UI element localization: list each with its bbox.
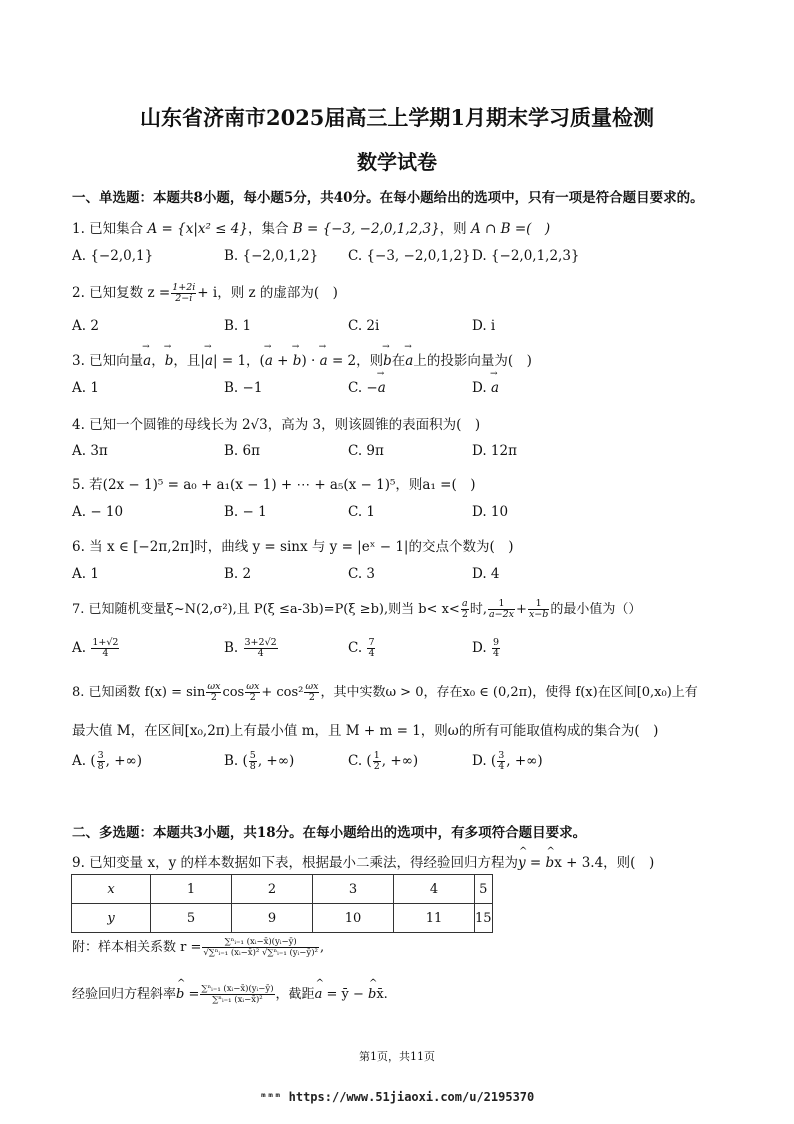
table-cell: 3 bbox=[313, 875, 394, 904]
question-1-stem: 1. 已知集合 A = {x|x² ≤ 4}，集合 B = {−3, −2,0,1,2,3}，则 A ∩ B =( ) bbox=[72, 221, 551, 237]
question-7-option-c: C. $\frac{7}{4}$ bbox=[348, 637, 375, 659]
page-title: 山东省济南市2025届高三上学期1月期末学习质量检测 bbox=[139, 105, 655, 130]
section-heading-single-choice: 一、单选题：本题共8小题，每小题5分，共40分。在每小题给出的选项中，只有一项是符合题目要求的。 bbox=[72, 190, 704, 206]
table-cell: 15 bbox=[475, 904, 493, 933]
question-3-stem: 3. 已知向量→ a，→ b，且|→ a| = 1，(→ a + → b) · → a = 2，则→ b在→ a上的投影向量为( ) bbox=[72, 349, 532, 369]
question-1-option-b: B. {−2,0,1,2} bbox=[224, 248, 319, 264]
question-5-option-d: D. 10 bbox=[472, 504, 509, 520]
question-2-option-c: C. 2i bbox=[348, 318, 380, 334]
table-cell: y bbox=[72, 904, 151, 933]
question-3-option-c: C. −→ a bbox=[348, 380, 386, 396]
question-4-option-b: B. 6π bbox=[224, 443, 260, 459]
question-8-stem: 8. 已知函数 f(x) = sin $\frac{\omega x}{2}$ cos $\frac{\omega x}{2}$ + cos² $\frac{\omega x}{2}$ ，其中实数ω > 0，存在x₀ ∈ (0,2π)，使得 f(x)在区间[0,x₀)上有 bbox=[72, 681, 698, 703]
table-cell: x bbox=[72, 875, 151, 904]
watermark-url: ᵐᵐᵐ https://www.51jiaoxi.com/u/2195370 bbox=[259, 1090, 535, 1104]
question-6-stem: 6. 当 x ∈ [−2π,2π]时，曲线 y = sinx 与 y = |eˣ − 1|的交点个数为( ) bbox=[72, 539, 514, 555]
table-cell: 5 bbox=[475, 875, 493, 904]
table-cell: 2 bbox=[232, 875, 313, 904]
question-6-option-d: D. 4 bbox=[472, 566, 500, 582]
correlation-formula-note: 附：样本相关系数 r = $\frac{\text{∑ⁿᵢ₌₁ (xᵢ−x̄)(yᵢ−ȳ)}}{\text{√∑ⁿᵢ₌₁ (xᵢ−x̄)² √∑ⁿᵢ₌₁ (yᵢ−ȳ)²}}$ , bbox=[72, 937, 325, 958]
question-4-option-d: D. 12π bbox=[472, 443, 517, 459]
question-7-option-d: D. $\frac{9}{4}$ bbox=[472, 637, 499, 659]
question-1-option-a: A. {−2,0,1} bbox=[72, 248, 154, 264]
question-3-option-b: B. −1 bbox=[224, 380, 263, 396]
question-6-option-c: C. 3 bbox=[348, 566, 376, 582]
regression-formula-note: 经验回归方程斜率^ b = $\frac{\text{∑ⁿᵢ₌₁ (xᵢ−x̄)(yᵢ−ȳ)}}{\text{∑ⁿᵢ₌₁ (xᵢ−x̄)²}}$ ，截距^ a = ȳ − ^ bx̄. bbox=[72, 983, 388, 1005]
question-4-option-a: A. 3π bbox=[72, 443, 108, 459]
question-5-option-a: A. − 10 bbox=[72, 504, 124, 520]
question-2-stem: 2. 已知复数 z = $\frac{1+2i}{2-i}$ + i，则 z 的虚部为( ) bbox=[72, 282, 338, 304]
question-5-option-c: C. 1 bbox=[348, 504, 376, 520]
table-row bbox=[72, 875, 493, 904]
question-5-option-b: B. − 1 bbox=[224, 504, 267, 520]
section-heading-multiple-choice: 二、多选题：本题共3小题，共18分。在每小题给出的选项中，有多项符合题目要求。 bbox=[72, 825, 587, 841]
question-2-option-a: A. 2 bbox=[72, 318, 99, 334]
question-8-option-b: B. ( $\frac{5}{8}$ , +∞) bbox=[224, 750, 295, 772]
table-cell: 10 bbox=[313, 904, 394, 933]
question-7-stem: 7. 已知随机变量ξ~N(2,σ²),且 P(ξ ≤a-3b)=P(ξ ≥b),则当 b< x< $\frac{a}{2}$ 时, $\frac{1}{a-2x}$ + $\frac{1}{x-b}$ 的最小值为（） bbox=[72, 598, 642, 620]
page-subtitle: 数学试卷 bbox=[357, 150, 437, 174]
question-9-stem: 9. 已知变量 x，y 的样本数据如下表，根据最小二乘法，得经验回归方程为^ y = ^ bx + 3.4，则( ) bbox=[72, 851, 654, 871]
question-2-option-b: B. 1 bbox=[224, 318, 252, 334]
table-cell: 5 bbox=[151, 904, 232, 933]
question-1-option-d: D. {−2,0,1,2,3} bbox=[472, 248, 580, 264]
table-cell: 1 bbox=[151, 875, 232, 904]
question-1-option-c: C. {−3, −2,0,1,2} bbox=[348, 248, 471, 264]
question-6-option-a: A. 1 bbox=[72, 566, 99, 582]
question-4-stem: 4. 已知一个圆锥的母线长为 2√3，高为 3，则该圆锥的表面积为( ) bbox=[72, 417, 481, 433]
table-cell: 11 bbox=[394, 904, 475, 933]
page-footer: 第1页，共11页 bbox=[359, 1050, 435, 1063]
sample-data-table bbox=[71, 874, 493, 933]
question-7-option-a: A. $\frac{1+√2}{4}$ bbox=[72, 637, 119, 659]
table-row bbox=[72, 904, 493, 933]
question-8-option-c: C. ( $\frac{1}{2}$ , +∞) bbox=[348, 750, 419, 772]
question-3-option-a: A. 1 bbox=[72, 380, 99, 396]
question-8-option-a: A. ( $\frac{3}{8}$ , +∞) bbox=[72, 750, 143, 772]
question-2-option-d: D. i bbox=[472, 318, 496, 334]
question-8-option-d: D. ( $\frac{3}{4}$ , +∞) bbox=[472, 750, 543, 772]
question-7-option-b: B. $\frac{3+2√2}{4}$ bbox=[224, 637, 277, 659]
question-4-option-c: C. 9π bbox=[348, 443, 384, 459]
table-cell: 4 bbox=[394, 875, 475, 904]
question-3-option-d: D. → a bbox=[472, 380, 499, 396]
question-5-stem: 5. 若(2x − 1)⁵ = a₀ + a₁(x − 1) + ⋯ + a₅(x − 1)⁵，则a₁ =( ) bbox=[72, 477, 476, 493]
question-8-stem-line-2: 最大值 M，在区间[x₀,2π)上有最小值 m，且 M + m = 1，则ω的所有可能取值构成的集合为( ) bbox=[72, 723, 659, 739]
table-cell: 9 bbox=[232, 904, 313, 933]
question-6-option-b: B. 2 bbox=[224, 566, 252, 582]
